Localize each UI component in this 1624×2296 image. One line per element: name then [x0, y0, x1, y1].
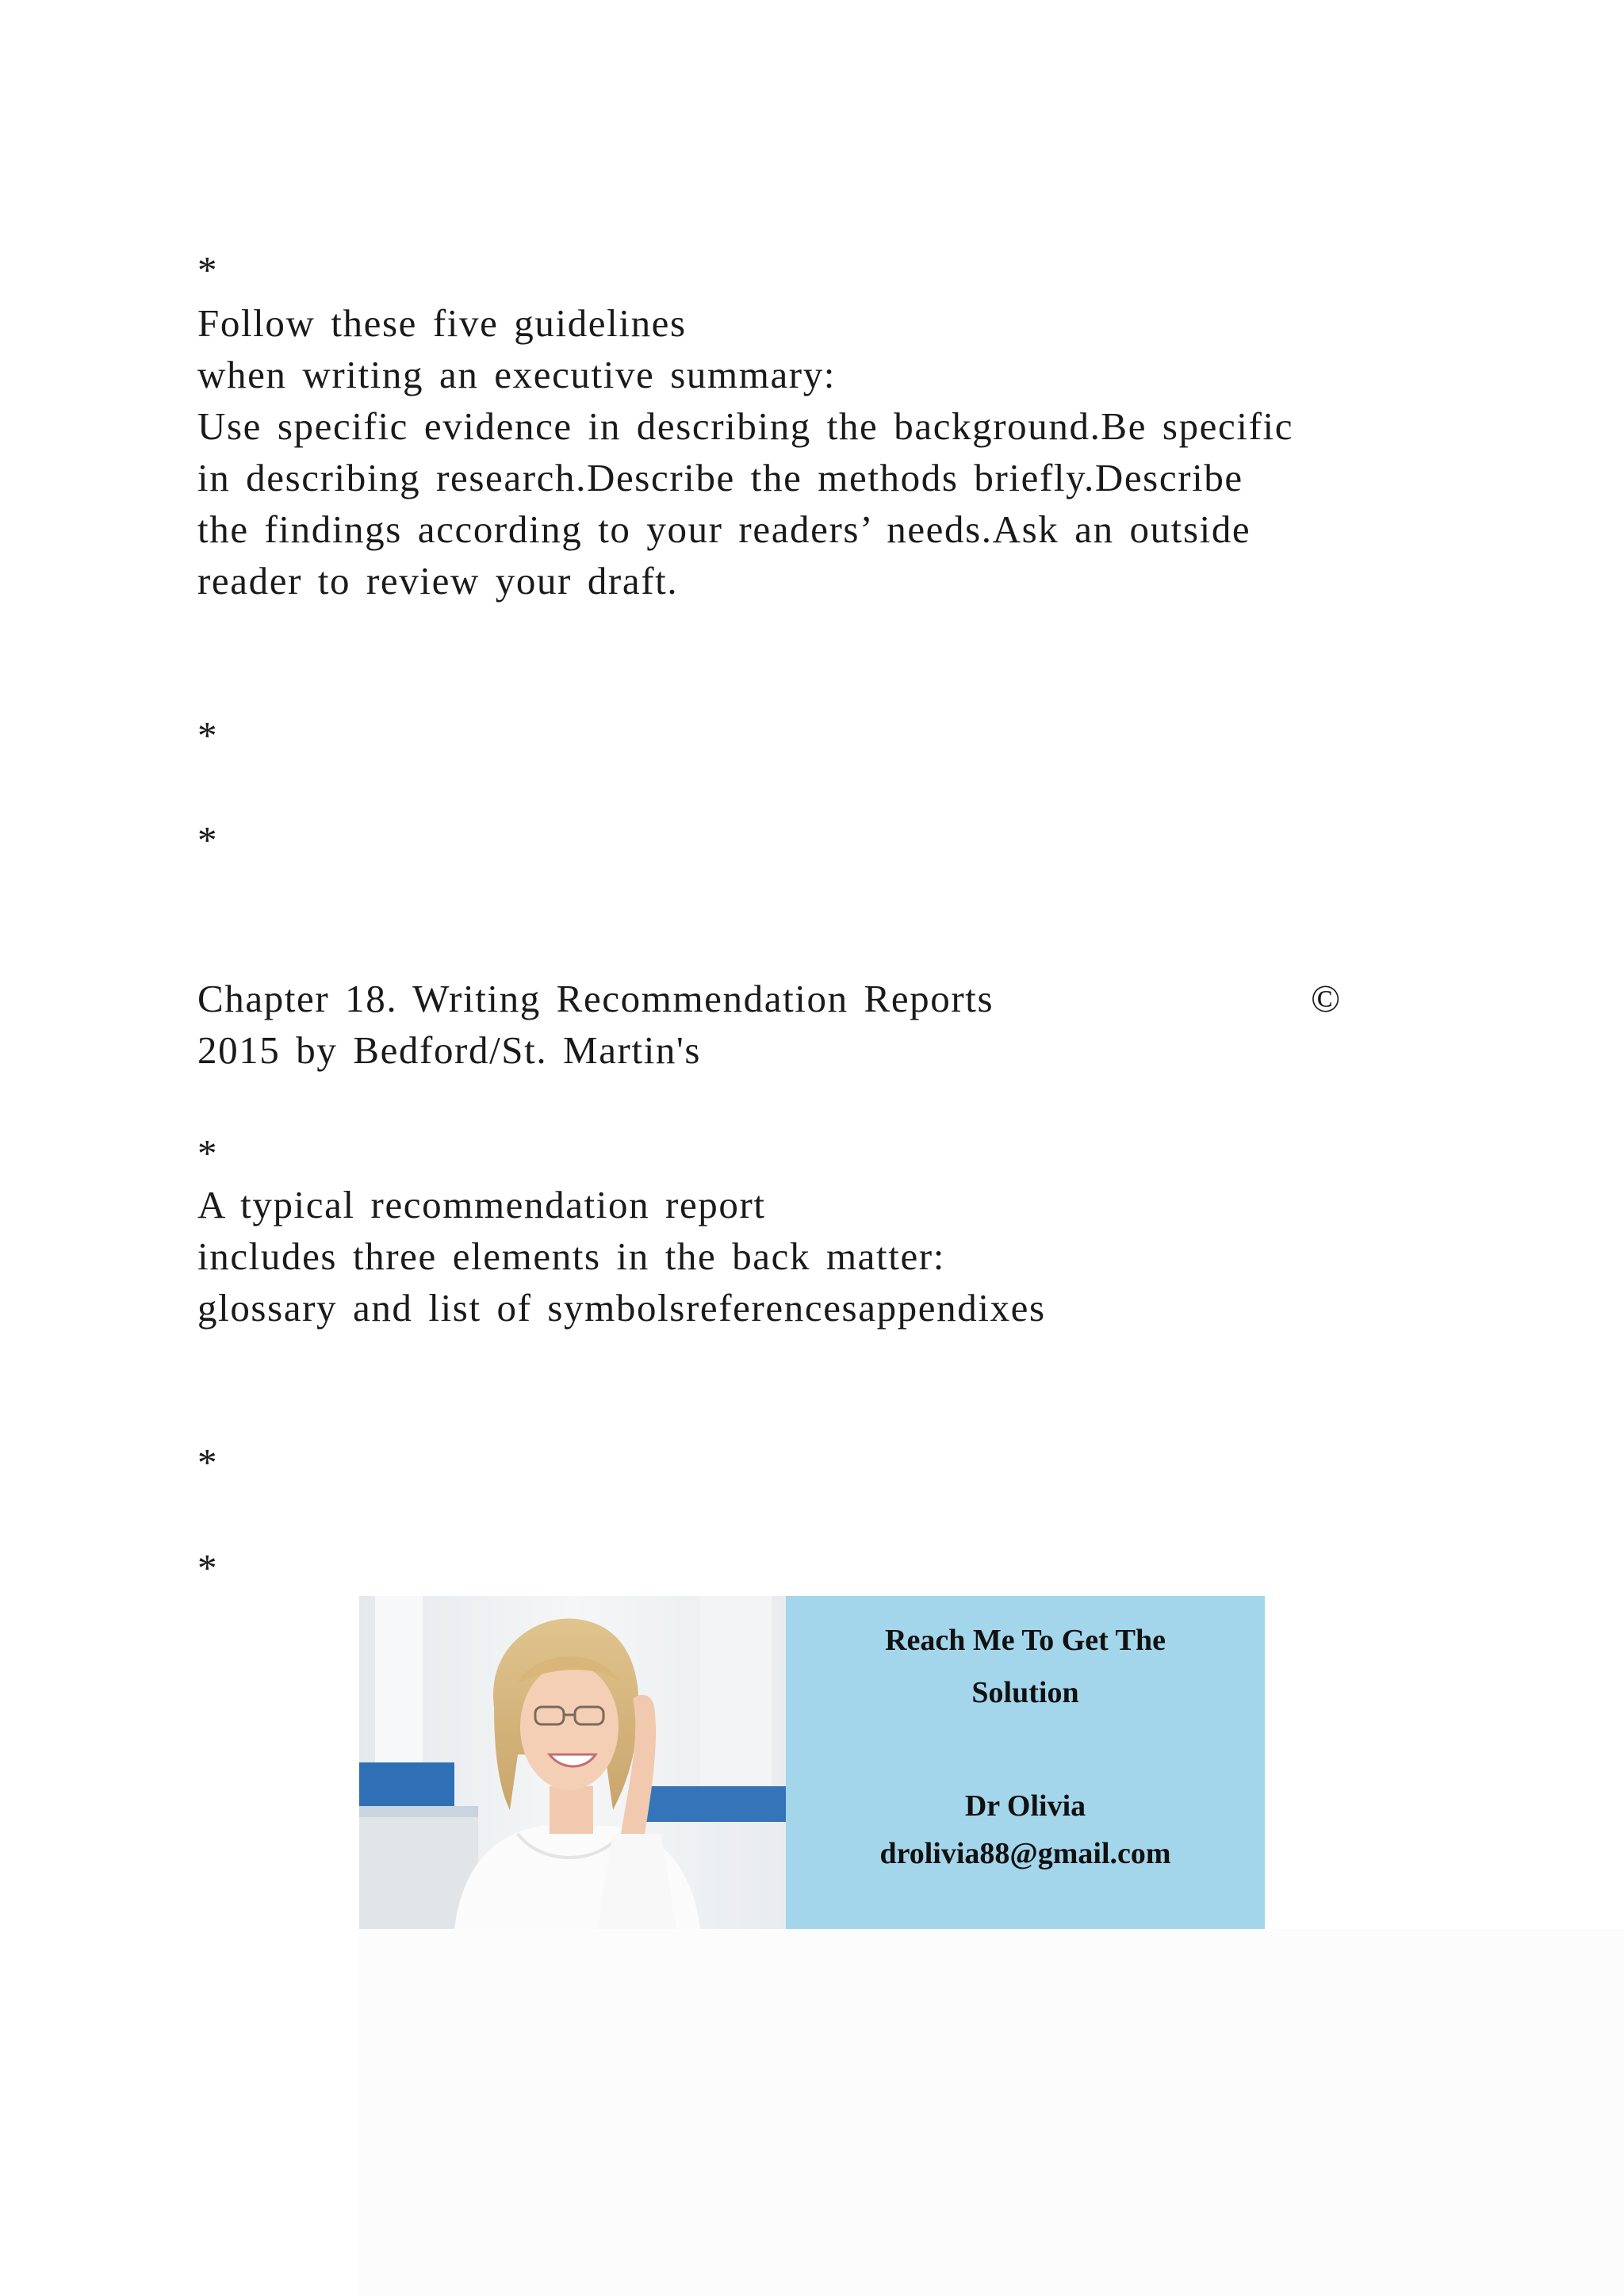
chapter-footer-publisher: 2015 by Bedford/St. Martin's: [197, 1028, 702, 1072]
contact-email: drolivia88@gmail.com: [879, 1837, 1171, 1870]
back-matter-text-line: glossary and list of symbolsreferencesappendixes: [197, 1286, 1046, 1330]
back-matter-heading: A typical recommendation report: [197, 1183, 766, 1226]
bullet-marker: *: [197, 248, 219, 292]
guidelines-text-line: reader to review your draft.: [197, 559, 679, 603]
bullet-marker: *: [197, 1441, 219, 1484]
guidelines-text-line: the findings according to your readers’ needs.Ask an outside: [197, 507, 1251, 551]
bullet-marker: *: [197, 1546, 219, 1590]
woman-photo: [359, 1596, 786, 1929]
contact-card: [786, 1596, 1265, 1929]
contact-banner: [359, 1596, 1265, 1929]
chapter-footer-title: Chapter 18. Writing Recommendation Reports: [197, 977, 994, 1020]
bullet-marker: *: [197, 1131, 219, 1175]
bullet-marker: *: [197, 818, 219, 862]
card-heading-line: Reach Me To Get The: [885, 1624, 1166, 1657]
guidelines-text-line: in describing research.Describe the methods briefly.Describe: [197, 456, 1243, 499]
blank-area: [359, 1929, 1624, 2296]
copyright-symbol: ©: [1311, 977, 1341, 1020]
card-heading-line: Solution: [971, 1676, 1079, 1709]
bullet-marker: *: [197, 714, 219, 757]
guidelines-subheading: when writing an executive summary:: [197, 353, 837, 396]
guidelines-text-line: Use specific evidence in describing the background.Be specific: [197, 404, 1294, 448]
guidelines-heading: Follow these five guidelines: [197, 301, 687, 345]
back-matter-subheading: includes three elements in the back matter:: [197, 1234, 945, 1278]
contact-name: Dr Olivia: [964, 1789, 1086, 1823]
